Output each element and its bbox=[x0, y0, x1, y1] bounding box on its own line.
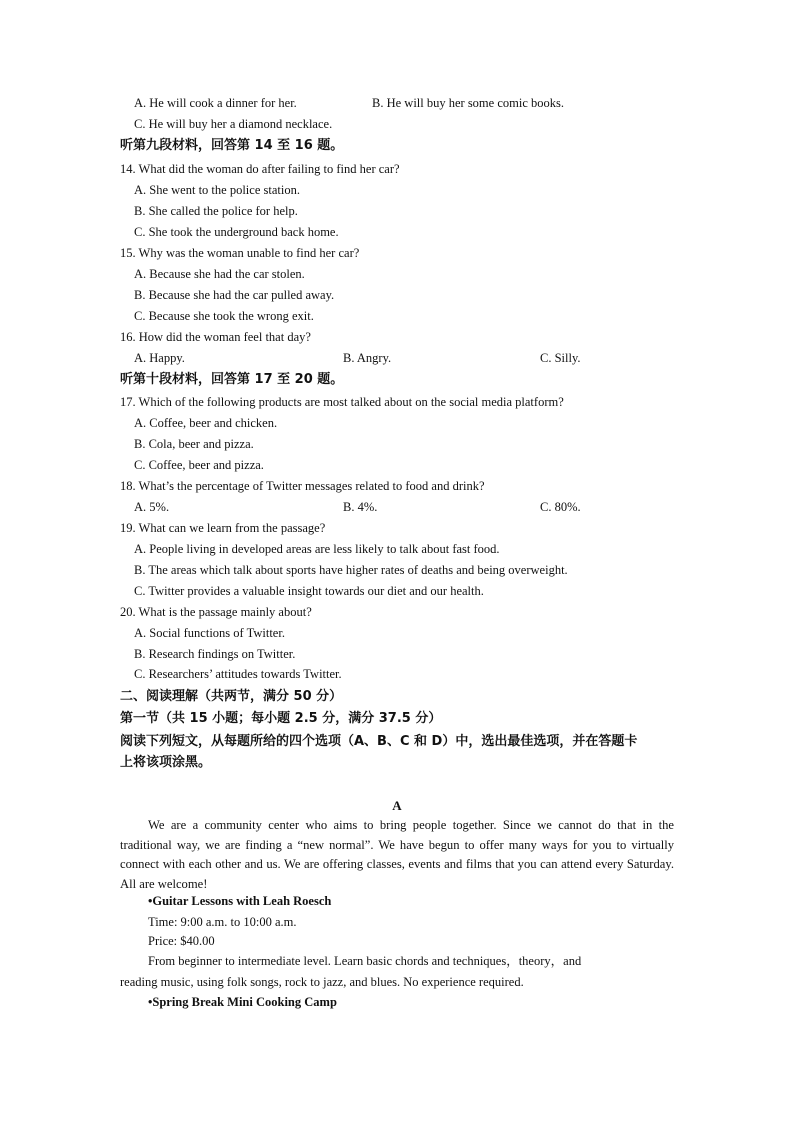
q16-option-b: B. Angry. bbox=[343, 351, 392, 365]
q20-stem: 20. What is the passage mainly about? bbox=[120, 605, 312, 619]
q17-stem: 17. Which of the following products are most talked about on the social media platform? bbox=[120, 395, 564, 409]
q15-option-a: A. Because she had the car stolen. bbox=[134, 267, 305, 281]
q14-stem: 14. What did the woman do after failing to find her car? bbox=[120, 162, 400, 176]
q16-stem: 16. How did the woman feel that day? bbox=[120, 330, 311, 344]
guitar-desc-line2: reading music, using folk songs, rock to jazz, and blues. No experience required. bbox=[120, 975, 524, 989]
q16-option-c: C. Silly. bbox=[540, 351, 581, 365]
q19-option-a: A. People living in developed areas are less likely to talk about fast food. bbox=[134, 542, 500, 556]
guitar-price: Price: $40.00 bbox=[148, 934, 215, 948]
q15-option-c: C. Because she took the wrong exit. bbox=[134, 309, 314, 323]
q14-option-a: A. She went to the police station. bbox=[134, 183, 300, 197]
q20-option-c: C. Researchers’ attitudes towards Twitter. bbox=[134, 667, 342, 681]
q18-option-b: B. 4%. bbox=[343, 500, 378, 514]
q13-option-c: C. He will buy her a diamond necklace. bbox=[134, 117, 333, 131]
q20-option-b: B. Research findings on Twitter. bbox=[134, 647, 296, 661]
q15-option-b: B. Because she had the car pulled away. bbox=[134, 288, 335, 302]
q14-option-c: C. She took the underground back home. bbox=[134, 225, 339, 239]
instructions-line1: 阅读下列短文，从每题所给的四个选项（A、B、C 和 D）中，选出最佳选项，并在答题卡 bbox=[120, 734, 638, 749]
section10-header: 听第十段材料，回答第 17 至 20 题。 bbox=[120, 372, 344, 387]
q13-option-b: B. He will buy her some comic books. bbox=[372, 96, 564, 110]
q17-option-c: C. Coffee, beer and pizza. bbox=[134, 458, 264, 472]
q19-option-c: C. Twitter provides a valuable insight towards our diet and our health. bbox=[134, 584, 484, 598]
cooking-title: •Spring Break Mini Cooking Camp bbox=[148, 995, 337, 1009]
q16-option-a: A. Happy. bbox=[134, 351, 185, 365]
passage-intro: We are a community center who aims to bring people together. Since we cannot do that in the traditional way, we are finding a “new normal”. We have begun to offer many ways for you to virtually connect with each other and us. We are offering classes, events and films that you can attend every Saturday. All are welcome! bbox=[120, 818, 674, 891]
guitar-time: Time: 9:00 a.m. to 10:00 a.m. bbox=[148, 915, 297, 929]
q17-option-b: B. Cola, beer and pizza. bbox=[134, 437, 254, 451]
q18-option-a: A. 5%. bbox=[134, 500, 170, 514]
q14-option-b: B. She called the police for help. bbox=[134, 204, 298, 218]
guitar-title: •Guitar Lessons with Leah Roesch bbox=[148, 894, 332, 908]
part2-title: 二、阅读理解（共两节，满分 50 分） bbox=[120, 689, 343, 704]
guitar-desc-line1: From beginner to intermediate level. Learn basic chords and techniques，theory，and bbox=[148, 954, 582, 968]
instructions-line2: 上将该项涂黑。 bbox=[120, 755, 212, 770]
q18-stem: 18. What’s the percentage of Twitter messages related to food and drink? bbox=[120, 479, 485, 493]
q19-stem: 19. What can we learn from the passage? bbox=[120, 521, 326, 535]
q17-option-a: A. Coffee, beer and chicken. bbox=[134, 416, 278, 430]
section1-title: 第一节（共 15 小题；每小题 2.5 分，满分 37.5 分） bbox=[120, 711, 442, 726]
section9-header: 听第九段材料，回答第 14 至 16 题。 bbox=[120, 138, 344, 153]
q20-option-a: A. Social functions of Twitter. bbox=[134, 626, 285, 640]
q15-stem: 15. Why was the woman unable to find her car? bbox=[120, 246, 360, 260]
q19-option-b: B. The areas which talk about sports have higher rates of deaths and being overweight. bbox=[134, 563, 568, 577]
passage-letter: A bbox=[392, 798, 402, 813]
q18-option-c: C. 80%. bbox=[540, 500, 581, 514]
q13-option-a: A. He will cook a dinner for her. bbox=[134, 96, 297, 110]
